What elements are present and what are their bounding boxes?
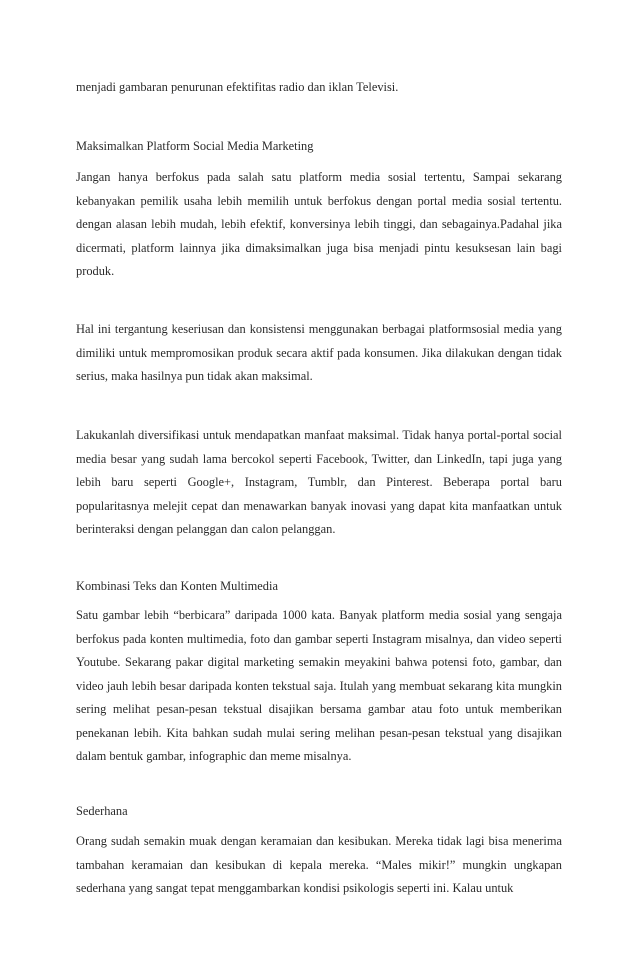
paragraph-diversification: Lakukanlah diversifikasi untuk mendapatkan manfaat maksimal. Tidak hanya portal-portal social media besar yang sudah lama bercokol seperti Facebook, Twitter, dan LinkedIn, tapi juga yang lebih baru seperti Google+, Instagram, Tumblr, dan Pinterest. Beberapa portal baru popularitasnya melejit cepat dan menawarkan banyak inovasi yang dapat kita manfaatkan untuk berinteraksi dengan pelanggan dan calon pelanggan.: [76, 428, 562, 536]
section-heading-platform: Maksimalkan Platform Social Media Marketing: [76, 139, 314, 153]
paragraph-consistency: Hal ini tergantung keseriusan dan konsistensi menggunakan berbagai platformsosial media yang dimiliki untuk mempromosikan produk secara aktif pada konsumen. Jika dilakukan dengan tidak serius, maka hasilnya pun tidak akan maksimal.: [76, 322, 562, 383]
section-heading-multimedia: Kombinasi Teks dan Konten Multimedia: [76, 579, 278, 593]
paragraph-multimedia: Satu gambar lebih “berbicara” daripada 1000 kata. Banyak platform media sosial yang sengaja berfokus pada konten multimedia, foto dan gambar seperti Instagram misalnya, dan video seperti Youtube. Sekarang pakar digital marketing semakin meyakini bahwa potensi foto, gambar, dan video jauh lebih besar daripada konten tekstual saja. Itulah yang membuat sekarang kita mungkin sering melihat pesan-pesan tekstual disajikan bersama gambar atau foto untuk memberikan penekanan lebih. Kita bahkan sudah mulai sering melihan pesan-pesan tekstual yang disajikan dalam bentuk gambar, infographic dan meme misalnya.: [76, 608, 562, 763]
paragraph-intro-continuation: menjadi gambaran penurunan efektifitas radio dan iklan Televisi.: [76, 80, 399, 94]
paragraph-platform: Jangan hanya berfokus pada salah satu platform media sosial tertentu, Sampai sekarang kebanyakan pemilik usaha lebih memilih untuk berfokus dengan portal media sosial tertentu. dengan alasan lebih mudah, lebih efektif, konversinya lebih tinggi, dan sebagainya.Padahal jika dicermati, platform lainnya jika dimaksimalkan juga bisa menjadi pintu kesuksesan lain bagi produk.: [76, 170, 562, 278]
section-heading-simple: Sederhana: [76, 804, 128, 818]
paragraph-simple: Orang sudah semakin muak dengan keramaian dan kesibukan. Mereka tidak lagi bisa menerima tambahan keramaian dan kesibukan di kepala mereka. “Males mikir!” mungkin ungkapan sederhana yang sangat tepat menggambarkan kondisi psikologis seperti ini. Kalau untuk: [76, 834, 562, 895]
